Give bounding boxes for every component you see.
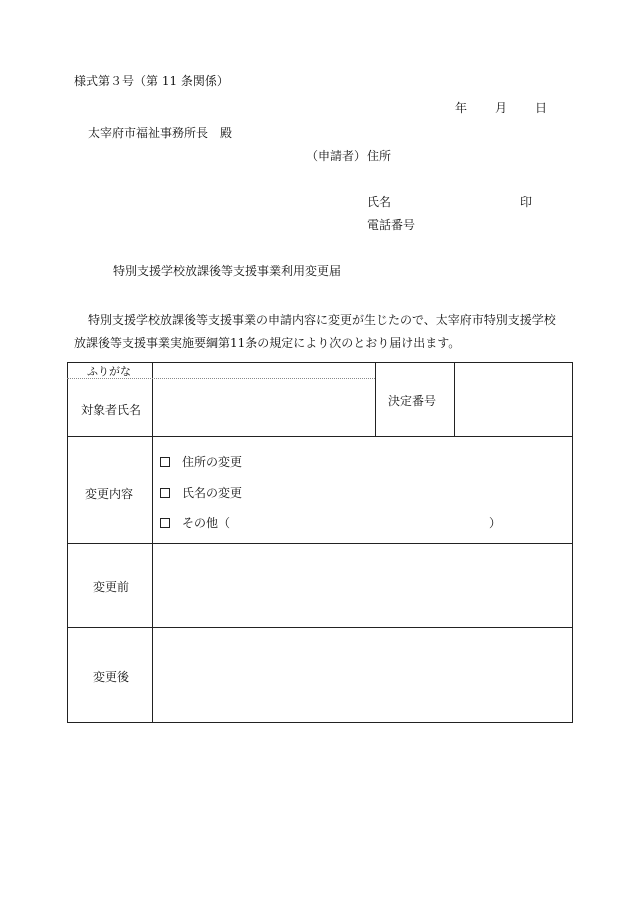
change-form-table — [67, 362, 573, 723]
date-month-label: 月 — [495, 101, 508, 115]
date-year-label: 年 — [455, 101, 468, 115]
table-border-bottom — [67, 722, 573, 723]
applicant-label: （申請者） — [306, 149, 367, 163]
other-close-paren: ） — [489, 516, 502, 530]
change-content-label: 変更内容 — [85, 487, 134, 501]
addressee: 太宰府市福祉事務所長 殿 — [88, 126, 233, 140]
subject-name-label: 対象者氏名 — [81, 403, 142, 417]
table-divider — [67, 436, 573, 437]
body-text: 特別支援学校放課後等支援事業の申請内容に変更が生じたので、太宰府市特別支援学校放課後等支援事業実施要綱第11条の規定により次のとおり届け出ます。 — [74, 313, 556, 350]
date-day-label: 日 — [535, 101, 548, 115]
checkbox[interactable] — [160, 488, 170, 498]
table-border-top — [67, 362, 573, 363]
table-divider — [67, 627, 573, 628]
furigana-label: ふりがな — [87, 365, 131, 378]
table-border-right — [572, 362, 573, 723]
decision-number-label: 決定番号 — [388, 394, 437, 408]
table-border-left — [67, 362, 68, 723]
table-divider — [152, 362, 153, 723]
before-label: 変更前 — [93, 580, 130, 594]
checkbox[interactable] — [160, 457, 170, 467]
phone-label: 電話番号 — [367, 218, 416, 232]
seal-label: 印 — [520, 195, 533, 209]
option-name-change[interactable]: 氏名の変更 — [160, 484, 242, 501]
table-divider — [454, 362, 455, 437]
table-divider — [67, 543, 573, 544]
date-line — [0, 99, 630, 115]
form-id: 様式第３号（第 11 条関係） — [74, 74, 229, 88]
form-title: 特別支援学校放課後等支援事業利用変更届 — [113, 264, 342, 278]
table-divider — [375, 362, 376, 437]
option-other[interactable]: その他（ ） — [160, 514, 230, 531]
address-label: 住所 — [367, 149, 392, 163]
checkbox[interactable] — [160, 518, 170, 528]
option-address-change[interactable]: 住所の変更 — [160, 453, 242, 470]
name-label: 氏名 — [367, 195, 392, 209]
after-label: 変更後 — [93, 670, 130, 684]
